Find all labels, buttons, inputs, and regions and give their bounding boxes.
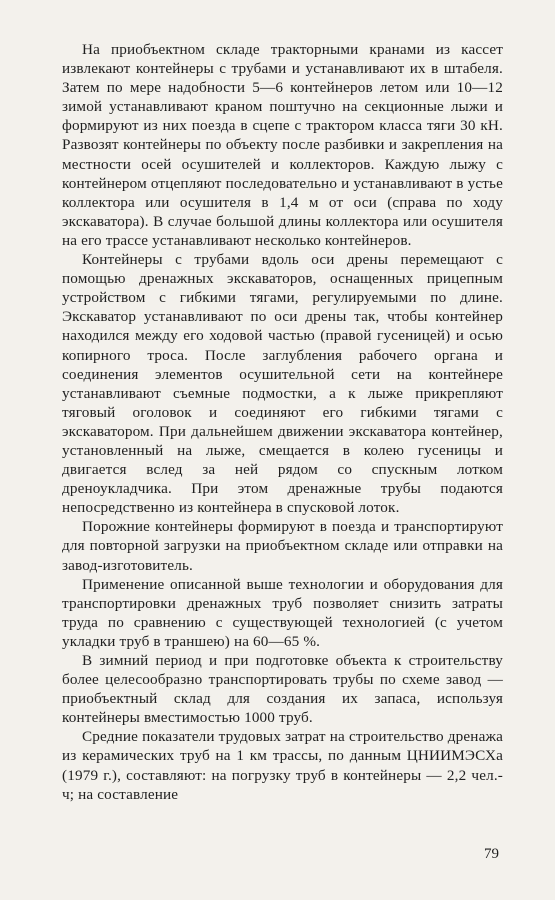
page-number: 79: [484, 846, 499, 862]
paragraph-2: Контейнеры с трубами вдоль оси дрены перемещают с помощью дренажных экскаваторов, оснащенных прицепным устройством с гибкими тягами, регулируемыми по длине. Экскаватор устанавливают по оси дрены так, чтобы контейнер находился между его ходовой частью (правой гусеницей) и осью копирного троса. После заглубления рабочего органа и соединения элементов осушительной сети на контейнере устанавливают съемные подмостки, а к лыже прикрепляют тяговый оголовок и соединяют его гибкими тягами с экскаватором. При дальнейшем движении экскаватора контейнер, установленный на лыже, смещается в колею гусеницы и двигается вслед за ней рядом со спускным лотком дреноукладчика. При этом дренажные трубы подаются непосредственно из контейнера в спусковой лоток.: [62, 251, 503, 517]
paragraph-6: Средние показатели трудовых затрат на строительство дренажа из керамических труб на 1 км трассы, по данным ЦНИИМЭСХа (1979 г.), составляют: на погрузку труб в контейнеры — 2,2 чел.-ч; на составление: [62, 728, 503, 803]
paragraph-5: В зимний период и при подготовке объекта к строительству более целесообразно транспортировать трубы по схеме завод — приобъектный склад для создания их запаса, используя контейнеры вместимостью 1000 труб.: [62, 652, 503, 727]
paragraph-1: На приобъектном складе тракторными кранами из кассет извлекают контейнеры с трубами и устанавливают их в штабеля. Затем по мере надобности 5—6 контейнеров летом или 10—12 зимой устанавливают краном поштучно на секционные лыжи и формируют из них поезда в сцепе с трактором класса тяги 30 кН. Развозят контейнеры по объекту после разбивки и закрепления на местности осей осушителей и коллекторов. Каждую лыжу с контейнером отцепляют последовательно и устанавливают в устье коллектора или осушителя в 1,4 м от оси (справа по ходу экскаватора). В случае большой длины коллектора или осушителя на его трассе устанавливают несколько контейнеров.: [62, 41, 503, 249]
paragraph-4: Применение описанной выше технологии и оборудования для транспортировки дренажных труб позволяет снизить затраты труда по сравнению с существующей технологией (с учетом укладки труб в траншею) на 60—65 %.: [62, 575, 503, 650]
paragraph-3: Порожние контейнеры формируют в поезда и транспортируют для повторной загрузки на приобъектном складе или отправки на завод-изготовитель.: [62, 518, 503, 574]
body-text: [62, 40, 503, 804]
